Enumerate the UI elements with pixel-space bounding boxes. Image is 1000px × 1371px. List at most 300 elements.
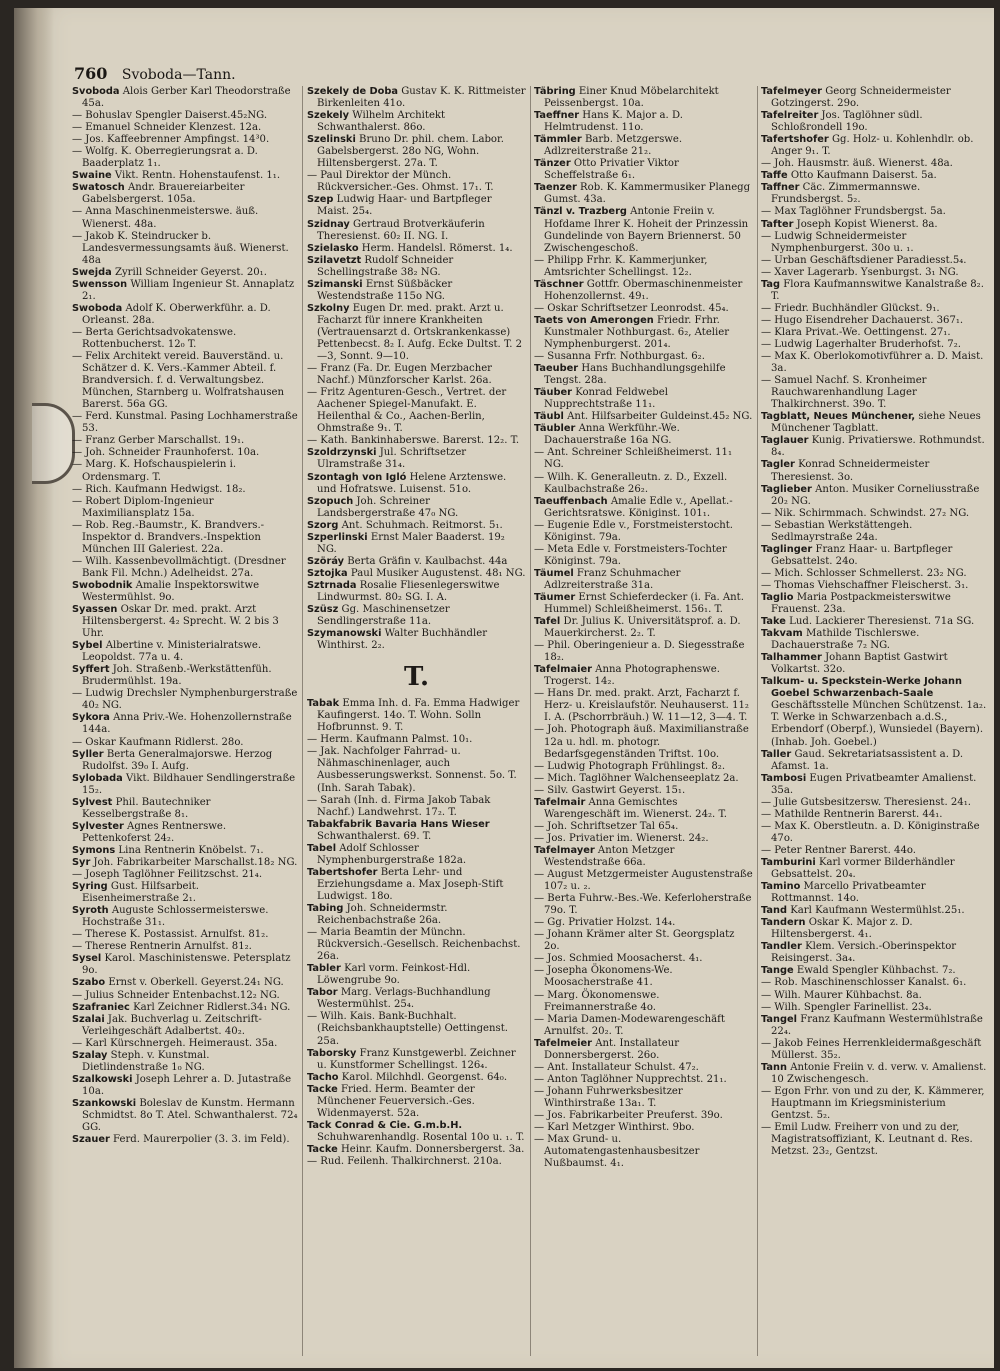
entry-text: — Anton Taglöhner Nupprechtst. 21₁.	[534, 1073, 727, 1085]
entry-surname: Tambosi	[761, 772, 807, 784]
directory-entry	[761, 1086, 991, 1122]
entry-surname: Szilavetzt	[307, 254, 362, 266]
entry-surname: Sylvest	[72, 796, 113, 808]
entry-text: Alois Gerber Karl Theodorstraße 45a.	[82, 86, 291, 110]
entry-text: — Karl Metzger Winthirst. 9bo.	[534, 1122, 695, 1134]
entry-surname: Täubl	[534, 411, 564, 423]
column-rule	[530, 86, 531, 1356]
entry-text: Franz Kaufmann Westermühlstraße 22₄.	[771, 1013, 983, 1037]
entry-text: — Philipp Frhr. K. Kammerjunker, Amtsrichter Schellingst. 12₂.	[534, 254, 708, 278]
entry-surname: Syassen	[72, 604, 118, 616]
directory-entry	[761, 110, 991, 134]
entry-surname: Taffe	[761, 170, 788, 182]
entry-text: — Hugo Eisendreher Dachauerst. 367₁.	[761, 314, 964, 326]
directory-entry	[307, 1084, 526, 1120]
directory-entry	[72, 556, 298, 580]
directory-entry	[72, 881, 298, 905]
directory-entry	[534, 1062, 753, 1074]
entry-text: Helene Arztenswe. und Hofratswe. Luisenst. 51o.	[317, 471, 507, 495]
entry-surname: Tand	[761, 905, 788, 917]
directory-entry	[761, 544, 991, 568]
entry-text: Walter Buchhändler Winthirst. 2₂.	[317, 628, 488, 652]
entry-surname: Tann	[761, 1061, 787, 1073]
entry-surname: Szielasko	[307, 242, 359, 254]
directory-entry	[72, 1074, 298, 1098]
directory-entry	[307, 987, 526, 1011]
directory-entry	[761, 303, 991, 315]
entry-text: — Max Taglöhner Frundsbergst. 5a.	[761, 206, 946, 218]
entry-text: — Max K. Oberlokomotivführer a. D. Maist. 3a.	[761, 351, 984, 375]
entry-text: — Julie Gutsbesitzersw. Theresienst. 24₁.	[761, 796, 971, 808]
section-letter: T.	[403, 662, 430, 693]
directory-entry	[307, 255, 526, 279]
entry-text: Georg Schneidermeister Gotzingerst. 29o.	[771, 86, 951, 110]
entry-text: Hans K. Major a. D. Helmtrudenst. 11o.	[544, 110, 683, 134]
directory-entry	[72, 146, 298, 170]
entry-surname: Szüsz	[307, 604, 339, 616]
directory-entry	[761, 158, 991, 170]
directory-entry	[72, 520, 298, 556]
entry-surname: Tafelreiter	[761, 110, 819, 122]
directory-entry	[534, 86, 753, 110]
entry-surname: Szontagh von Igló	[307, 471, 407, 483]
directory-entry	[534, 110, 753, 134]
directory-entry	[307, 435, 526, 447]
directory-entry	[534, 1014, 753, 1038]
entry-surname: Takvam	[761, 628, 803, 640]
directory-entry	[761, 809, 991, 821]
entry-surname: Taeuber	[534, 363, 579, 375]
entry-text: Barb. Metzgerswe. Adlzreiterstraße 21₂.	[544, 134, 683, 158]
entry-surname: Taglauer	[761, 435, 809, 447]
entry-text: — Mich. Schlosser Schmellerst. 23₂ NG.	[761, 567, 967, 579]
entry-text: — Jos. Fabrikarbeiter Preuferst. 39o.	[534, 1109, 723, 1121]
directory-entry	[307, 219, 526, 243]
entry-text: Karl vorm. Feinkost-Hdl. Löwengrube 9o.	[317, 963, 471, 987]
entry-surname: Tafter	[761, 218, 794, 230]
entry-text: — Bohuslav Spengler Daiserst.45₂NG.	[72, 110, 268, 122]
entry-text: — Friedr. Buchhändler Glückst. 9₁.	[761, 302, 940, 314]
entry-text: — Peter Rentner Barerst. 44o.	[761, 844, 916, 856]
directory-entry	[72, 267, 298, 279]
entry-text: Rosalie Fliesenlegerswitwe Lindwurmst. 80₂ SG. I. A.	[317, 579, 500, 603]
entry-surname: Taffner	[761, 182, 800, 194]
entry-text: Eugen Dr. med. prakt. Arzt u. Facharzt für innere Krankheiten (Vertrauensarzt d. Ortskrankenkasse) Pettenbecst. 8₂ I. Aufg. Ecke Dultst. T. 2—3, Sonnt. 9—10.	[317, 302, 523, 363]
entry-surname: Szelinski	[307, 134, 356, 146]
directory-entry	[72, 640, 298, 664]
entry-text: Berta Gräfin v. Kaulbachst. 44a	[347, 555, 508, 567]
entry-text: — Joh. Photograph äuß. Maximilianstraße 12a u. hdl. m. photogr. Bedarfsgegenständen Triftst. 10o.	[534, 724, 749, 760]
entry-surname: Talkum- u. Speckstein-Werke Johann Goebel Schwarzenbach-Saale	[761, 676, 962, 700]
entry-surname: Tabing	[307, 903, 344, 914]
entry-surname: Taeffner	[534, 110, 580, 122]
directory-entry	[307, 1072, 526, 1084]
entry-text: — Maria Beamtin der Münchn. Rückversich.-Gesellsch. Reichenbachst. 26a.	[307, 927, 521, 963]
entry-text: — Berta Fuhrw.-Bes.-We. Keferloherstraße 79o. T.	[534, 893, 752, 917]
directory-entry	[534, 315, 753, 351]
directory-entry	[307, 568, 526, 580]
entry-text: Konrad Feldwebel Nupprechtstraße 11₁.	[544, 387, 668, 411]
entry-text: Amalie Inspektorswitwe Westermühlst. 9o.	[82, 579, 260, 603]
directory-entry	[761, 773, 991, 797]
entry-text: — Xaver Lagerarb. Ysenburgst. 3₁ NG.	[761, 266, 959, 278]
directory-entry	[761, 676, 991, 748]
entry-surname: Swoboda	[72, 302, 123, 314]
entry-surname: Täumer	[534, 591, 576, 603]
entry-text: Anna Werkführ.-We. Dachauerstraße 16a NG.	[544, 423, 680, 447]
directory-entry	[534, 423, 753, 447]
entry-text: — Oskar Kaufmann Ridlerst. 28o.	[72, 736, 244, 748]
entry-surname: Taglinger	[761, 543, 813, 555]
directory-entry	[761, 1038, 991, 1062]
page-header	[74, 64, 394, 82]
directory-entry	[534, 1134, 753, 1170]
entry-text: — Wolfg. K. Oberregierungsrat a. D. Baaderplatz 1₁.	[72, 146, 258, 170]
directory-entry	[534, 520, 753, 544]
directory-entry	[761, 351, 991, 375]
entry-text: — Thomas Viehschaffner Fleischerst. 3₁.	[761, 579, 969, 591]
directory-entry	[534, 724, 753, 760]
directory-entry	[72, 941, 298, 953]
directory-entry	[761, 1122, 991, 1158]
directory-entry	[307, 927, 526, 963]
column-4	[761, 86, 991, 1361]
entry-text: — Johann Krämer alter St. Georgsplatz 2o.	[534, 929, 735, 953]
directory-entry	[72, 797, 298, 821]
entry-text: Johann Baptist Gastwirt Volkartst. 32o.	[771, 652, 948, 676]
entry-text: — Hans Dr. med. prakt. Arzt, Facharzt f. Herz- u. Kreislaufstör. Neuhauserst. 11₂ I. A. (Pschorrbräuh.) W. 11—12, 3—4. T.	[534, 688, 749, 724]
entry-surname: Szafraniec	[72, 1001, 130, 1013]
directory-entry	[761, 592, 991, 616]
entry-text: Marcello Privatbeamter Rottmannst. 14o.	[771, 881, 926, 905]
directory-entry	[72, 411, 298, 435]
directory-entry	[534, 688, 753, 724]
directory-entry	[534, 351, 753, 363]
directory-entry	[72, 1002, 298, 1014]
entry-surname: Tandler	[761, 941, 802, 953]
entry-text: — Egon Frhr. von und zu der, K. Kämmerer, Hauptmann im Kriegsministerium Gentzst. 5₂.	[761, 1085, 985, 1121]
entry-surname: Taeuffenbach	[534, 495, 608, 507]
directory-entry	[761, 580, 991, 592]
entry-text: Friedr. Frhr. Kunstmaler Nothburgast. 6₂, Atelier Nymphenburgerst. 201₄.	[544, 314, 730, 350]
directory-entry	[72, 327, 298, 351]
directory-entry	[761, 219, 991, 231]
entry-surname: Tacho	[307, 1071, 339, 1083]
directory-entry	[534, 255, 753, 279]
directory-entry	[72, 170, 298, 182]
entry-text: Flora Kaufmannswitwe Kanalstraße 8₂. T.	[771, 278, 984, 302]
entry-text: Berta Lehr- und Erziehungsdame a. Max Joseph-Stift Ludwigst. 18o.	[317, 866, 504, 902]
entry-text: — Fritz Agenturen-Gesch., Vertret. der Aachener Spiegel-Manufakt. E. Heilenthal & Co., Aachen-Berlin, Ohmstraße 9₁. T.	[307, 387, 507, 435]
directory-entry	[72, 303, 298, 327]
directory-entry	[72, 496, 298, 520]
entry-surname: Tabakfabrik Bavaria Hans Wieser	[307, 818, 490, 830]
directory-entry	[534, 387, 753, 411]
directory-entry	[761, 508, 991, 520]
directory-entry	[761, 484, 991, 508]
entry-text: Emma Inh. d. Fa. Emma Hadwiger Kaufingerst. 14o. T. Wohn. Solln Hofbrunnst. 9. T.	[317, 698, 520, 734]
entry-surname: Taglieber	[761, 483, 812, 495]
entry-text: Ferd. Maurerpolier (3. 3. im Feld).	[113, 1134, 290, 1146]
entry-text: — Max Grund- u. Automatengastenhausbesitzer Nußbaumst. 4₁.	[534, 1134, 700, 1170]
entry-surname: Szalai	[72, 1013, 105, 1025]
entry-text: Auguste Schlossermeisterswe. Hochstraße 31₁.	[82, 905, 269, 929]
entry-text: Zyrill Schneider Geyerst. 20₁.	[114, 266, 267, 278]
directory-entry	[307, 303, 526, 363]
entry-text: — Samuel Nachf. S. Kronheimer Rauchwarenhandlung Lager Thalkirchnerst. 39o. T.	[761, 375, 927, 411]
entry-text: Cäc. Zimmermannswe. Frundsbergst. 5₂.	[771, 182, 921, 206]
entry-surname: Tafelmeier	[534, 1037, 592, 1049]
directory-entry	[72, 905, 298, 929]
directory-entry	[72, 231, 298, 267]
directory-entry	[72, 351, 298, 411]
entry-text: Paul Musiker Augustenst. 48₁ NG.	[350, 567, 526, 579]
directory-entry	[72, 580, 298, 604]
entry-text: — Nik. Schirmmach. Schwindst. 27₂ NG.	[761, 507, 970, 519]
directory-entry	[307, 279, 526, 303]
entry-text: — Ludwig Lagerhalter Bruderhofst. 7₂.	[761, 338, 961, 350]
directory-entry	[72, 484, 298, 496]
entry-surname: Taglio	[761, 591, 794, 603]
entry-text: Karl Zeichner Ridlerst.34₁ NG.	[133, 1001, 291, 1013]
entry-surname: Szabo	[72, 977, 106, 989]
entry-surname: Sztojka	[307, 567, 348, 579]
entry-surname: Szalay	[72, 1049, 108, 1061]
entry-surname: Tafelmaier	[534, 664, 592, 676]
directory-entry	[72, 182, 298, 206]
entry-surname: Tabor	[307, 987, 338, 999]
directory-entry	[534, 1122, 753, 1134]
directory-entry	[307, 243, 526, 255]
entry-surname: Tack Conrad & Cie. G.m.b.H.	[307, 1119, 463, 1131]
entry-text: — Ludwig Photograph Frühlingst. 8₂.	[534, 760, 726, 772]
directory-entry	[761, 941, 991, 965]
entry-text: Franz Haar- u. Bartpfleger Gebsattelst. 24o.	[771, 543, 953, 567]
entry-surname: Syring	[72, 881, 108, 893]
entry-text: Anna Photographenswe. Trogerst. 14₂.	[544, 664, 720, 688]
directory-entry	[761, 315, 991, 327]
directory-entry	[72, 1050, 298, 1074]
directory-entry	[307, 963, 526, 987]
directory-entry	[72, 1134, 298, 1146]
directory-entry	[534, 447, 753, 471]
directory-entry	[72, 206, 298, 230]
page-number: 760	[74, 64, 108, 83]
entry-text: — Marg. K. Hofschauspielerin i. Ordensmarg. T.	[72, 459, 237, 483]
entry-text: Ernst Süßbäcker Westendstraße 115o NG.	[317, 278, 453, 302]
entry-text: — Rob. Maschinenschlosser Kanalst. 6₁.	[761, 977, 967, 989]
directory-entry	[307, 387, 526, 435]
entry-surname: Swejda	[72, 266, 112, 278]
entry-text: Phil. Bautechniker Kesselbergstraße 8₁.	[82, 796, 211, 820]
entry-text: — Sarah (Inh. d. Firma Jakob Tabak Nachf.) Landwehrst. 17₂. T.	[307, 794, 491, 818]
directory-entry	[761, 749, 991, 773]
directory-entry	[72, 845, 298, 857]
directory-entry	[72, 821, 298, 845]
entry-surname: Tämmler	[534, 134, 582, 146]
entry-text: Marg. Verlags-Buchhandlung Westermühlst. 25₄.	[317, 987, 491, 1011]
directory-entry	[72, 447, 298, 459]
directory-entry	[72, 1098, 298, 1134]
directory-entry	[72, 1014, 298, 1038]
entry-text: Klem. Versich.-Oberinspektor Reisingerst. 3a₄.	[771, 941, 957, 965]
directory-entry	[72, 688, 298, 712]
directory-entry	[534, 797, 753, 821]
directory-entry	[534, 592, 753, 616]
directory-entry	[307, 532, 526, 556]
entry-text: — Rob. Reg.-Baumstr., K. Brandvers.-Inspektor d. Brandvers.-Inspektion München III Galeriest. 22a.	[72, 519, 265, 555]
entry-surname: Tabel	[307, 842, 337, 854]
entry-text: Joh. Straßenb.-Werkstättenfüh. Brudermühlst. 19a.	[82, 664, 272, 688]
entry-text: Lina Rentnerin Knöbelst. 7₁.	[118, 844, 264, 856]
entry-surname: Täuber	[534, 387, 572, 399]
directory-entry	[534, 845, 753, 869]
directory-entry	[534, 929, 753, 953]
entry-surname: Sztrnada	[307, 579, 357, 591]
entry-text: — Mich. Taglöhner Walchenseeplatz 2a.	[534, 772, 739, 784]
entry-surname: Symons	[72, 844, 116, 856]
entry-text: Karol. Milchhdl. Georgenst. 64₀.	[341, 1071, 508, 1083]
entry-text: — Rich. Kaufmann Hedwigst. 18₂.	[72, 483, 246, 495]
entry-text: — Paul Direktor der Münch. Rückversicher.-Ges. Ohmst. 17₁. T.	[307, 170, 494, 194]
entry-text: Amalie Edle v., Apellat.-Gerichtsratswe. Königinst. 101₁.	[544, 495, 733, 519]
entry-surname: Tangel	[761, 1013, 798, 1025]
directory-entry	[534, 182, 753, 206]
directory-entry	[307, 580, 526, 604]
entry-surname: Tag	[761, 278, 781, 290]
entry-surname: Syr	[72, 857, 91, 868]
directory-entry	[307, 903, 526, 927]
entry-text: — Joseph Taglöhner Feilitzschst. 21₄.	[72, 869, 263, 881]
entry-surname: Taenzer	[534, 182, 577, 194]
directory-entry	[307, 867, 526, 903]
directory-entry	[534, 893, 753, 917]
entry-text: Bruno Dr. phil. chem. Labor. Gabelsbergerst. 28o NG, Wohn. Hiltensbergerst. 27a. T.	[317, 134, 504, 170]
directory-entry	[534, 134, 753, 158]
entry-surname: Szorg	[307, 519, 339, 531]
entry-text: Ernst v. Oberkell. Geyerst.24₁ NG.	[108, 977, 284, 989]
entry-text: Gottfr. Obermaschinenmeister Hohenzollernst. 49₁.	[544, 278, 743, 302]
entry-text: Ant. Schuhmach. Reitmorst. 5₁.	[341, 519, 503, 531]
directory-entry	[534, 568, 753, 592]
entry-text: Gust. Hilfsarbeit. Eisenheimerstraße 2₁.	[82, 881, 200, 905]
entry-text: — Wilh. K. Generalleutn. z. D., Exzell. Kaulbachstraße 26₂.	[534, 471, 728, 495]
entry-text: — Anna Maschinenmeisterswe. äuß. Wienerst. 48a.	[72, 206, 259, 230]
entry-text: — Eugenie Edle v., Forstmeisterstocht. Königinst. 79a.	[534, 519, 734, 543]
directory-entry	[72, 1038, 298, 1050]
entry-text: — Ludwig Schneidermeister Nymphenburgerst. 30o u. ₁.	[761, 230, 914, 254]
entry-text: Steph. v. Kunstmal. Dietlindenstraße 1₀ NG.	[82, 1049, 210, 1073]
directory-entry	[761, 977, 991, 989]
entry-text: Ernst Maler Baaderst. 19₂ NG.	[317, 531, 505, 555]
entry-text: Berta Generalmajorswe. Herzog Rudolfst. 39₀ I. Aufg.	[82, 748, 273, 772]
directory-entry	[761, 134, 991, 158]
entry-surname: Syller	[72, 748, 104, 760]
entry-surname: Tamburini	[761, 857, 816, 868]
entry-surname: Tandern	[761, 917, 806, 929]
entry-text: — Ferd. Kunstmal. Pasing Lochhamerstraße 53.	[72, 411, 298, 435]
entry-text: Heinr. Kaufm. Donnersbergerst. 3a.	[340, 1143, 525, 1155]
entry-text: — Johann Fuhrwerksbesitzer Winthirstraße 13a₁. T.	[534, 1085, 683, 1109]
entry-surname: Taborsky	[307, 1047, 357, 1059]
entry-text: Geschäftsstelle München Schützenst. 1a₂. T. Werke in Schwarzenbach a.d.S., Erbendorf (Oberpf.), Wunsiedel (Bayern). (Inhab. Joh. Goebel.)	[771, 700, 987, 748]
entry-text: — Jakob Feines Herrenkleidermaßgeschäft Müllerst. 35₂.	[761, 1037, 982, 1061]
entry-text: Karl vormer Bilderhändler Gebsattelst. 20₄.	[771, 857, 955, 881]
directory-entry	[72, 953, 298, 977]
entry-text: Franz Schuhmacher Adlzreiterstraße 31a.	[544, 567, 681, 591]
directory-entry	[72, 604, 298, 640]
directory-entry	[307, 843, 526, 867]
directory-entry	[307, 447, 526, 471]
entry-surname: Tagler	[761, 459, 795, 471]
entry-surname: Taller	[761, 748, 792, 760]
directory-entry	[72, 134, 298, 146]
entry-text: — Klara Privat.-We. Oettingenst. 27₁.	[761, 326, 951, 338]
directory-entry	[534, 206, 753, 254]
entry-text: — Franz (Fa. Dr. Eugen Merzbacher Nachf.) Münzforscher Karlst. 26a.	[307, 363, 492, 387]
entry-text: Anna Priv.-We. Hohenzollernstraße 144a.	[82, 712, 292, 736]
entry-text: Mathilde Tischlerswe. Dachauerstraße 7₂ NG.	[771, 628, 920, 652]
entry-surname: Täbring	[534, 86, 576, 97]
entry-text: Ernst Schieferdecker (i. Fa. Ant. Hummel) Schleißheimerst. 156₁. T.	[544, 591, 744, 616]
entry-text: Schuhwarenhandlg. Rosental 10o u. ₁. T.	[317, 1131, 525, 1143]
entry-text: — Max K. Oberstleutn. a. D. Königinstraße 47o.	[761, 820, 980, 844]
directory-entry	[761, 1002, 991, 1014]
directory-entry	[761, 905, 991, 917]
entry-text: — Sebastian Werkstättengeh. Sedlmayrstraße 24a.	[761, 519, 913, 543]
entry-text: Oskar K. Major z. D. Hiltensbergerst. 4₁.	[771, 917, 913, 941]
entry-text: — Rud. Feilenh. Thalkirchnerst. 210a.	[307, 1155, 502, 1167]
directory-page	[14, 8, 994, 1368]
directory-entry	[534, 965, 753, 989]
directory-entry	[761, 1014, 991, 1038]
directory-entry	[534, 616, 753, 640]
directory-entry	[307, 496, 526, 520]
column-2	[307, 86, 526, 1361]
entry-text: Karl Kaufmann Westermühlst.25₁.	[790, 905, 965, 917]
entry-text: Otto Privatier Viktor Scheffelstraße 6₁.	[544, 158, 679, 182]
directory-entry	[307, 746, 526, 794]
entry-surname: Täumel	[534, 567, 574, 579]
entry-text: — Jakob K. Steindrucker b. Landesvermessungsamts äuß. Wienerst. 48a	[72, 230, 289, 266]
entry-text: Herm. Handelsl. Römerst. 1₄.	[361, 242, 513, 254]
entry-text: — Wilh. Kassenbevollmächtigt. (Dresdner Bank Fil. Mchn.) Adelheidst. 27a.	[72, 555, 286, 579]
entry-text: Hans Buchhandlungsgehilfe Tengst. 28a.	[544, 363, 726, 387]
directory-entry	[761, 881, 991, 905]
directory-entry	[534, 761, 753, 773]
column-rule	[757, 86, 758, 1356]
directory-entry	[72, 869, 298, 881]
column-rule	[302, 86, 303, 1356]
directory-entry	[72, 773, 298, 797]
entry-text: Boleslav de Kunstm. Hermann Schmidtst. 8o T. Atel. Schwanthalerst. 72₄ GG.	[82, 1097, 298, 1134]
entry-surname: Tacke	[307, 1083, 338, 1095]
entry-surname: Tafertshofer	[761, 134, 829, 146]
directory-entry	[761, 459, 991, 483]
directory-entry	[307, 628, 526, 652]
directory-entry	[72, 664, 298, 688]
directory-entry	[761, 170, 991, 182]
entry-text: — Meta Edle v. Forstmeisters-Tochter Königinst. 79a.	[534, 543, 727, 567]
entry-surname: Tabak	[307, 698, 340, 710]
directory-entry	[534, 990, 753, 1014]
entry-text: Albertine v. Ministerialratswe. Leopoldst. 77a u. 4.	[82, 640, 262, 664]
entry-surname: Tabertshofer	[307, 866, 378, 878]
entry-text: Anton Metzger Westendstraße 66a.	[544, 844, 675, 868]
entry-text: Gg. Maschinensetzer Sendlingerstraße 11a.	[317, 604, 450, 628]
entry-surname: Täschner	[534, 278, 584, 290]
entry-text: William Ingenieur St. Annaplatz 2₁.	[82, 278, 295, 302]
